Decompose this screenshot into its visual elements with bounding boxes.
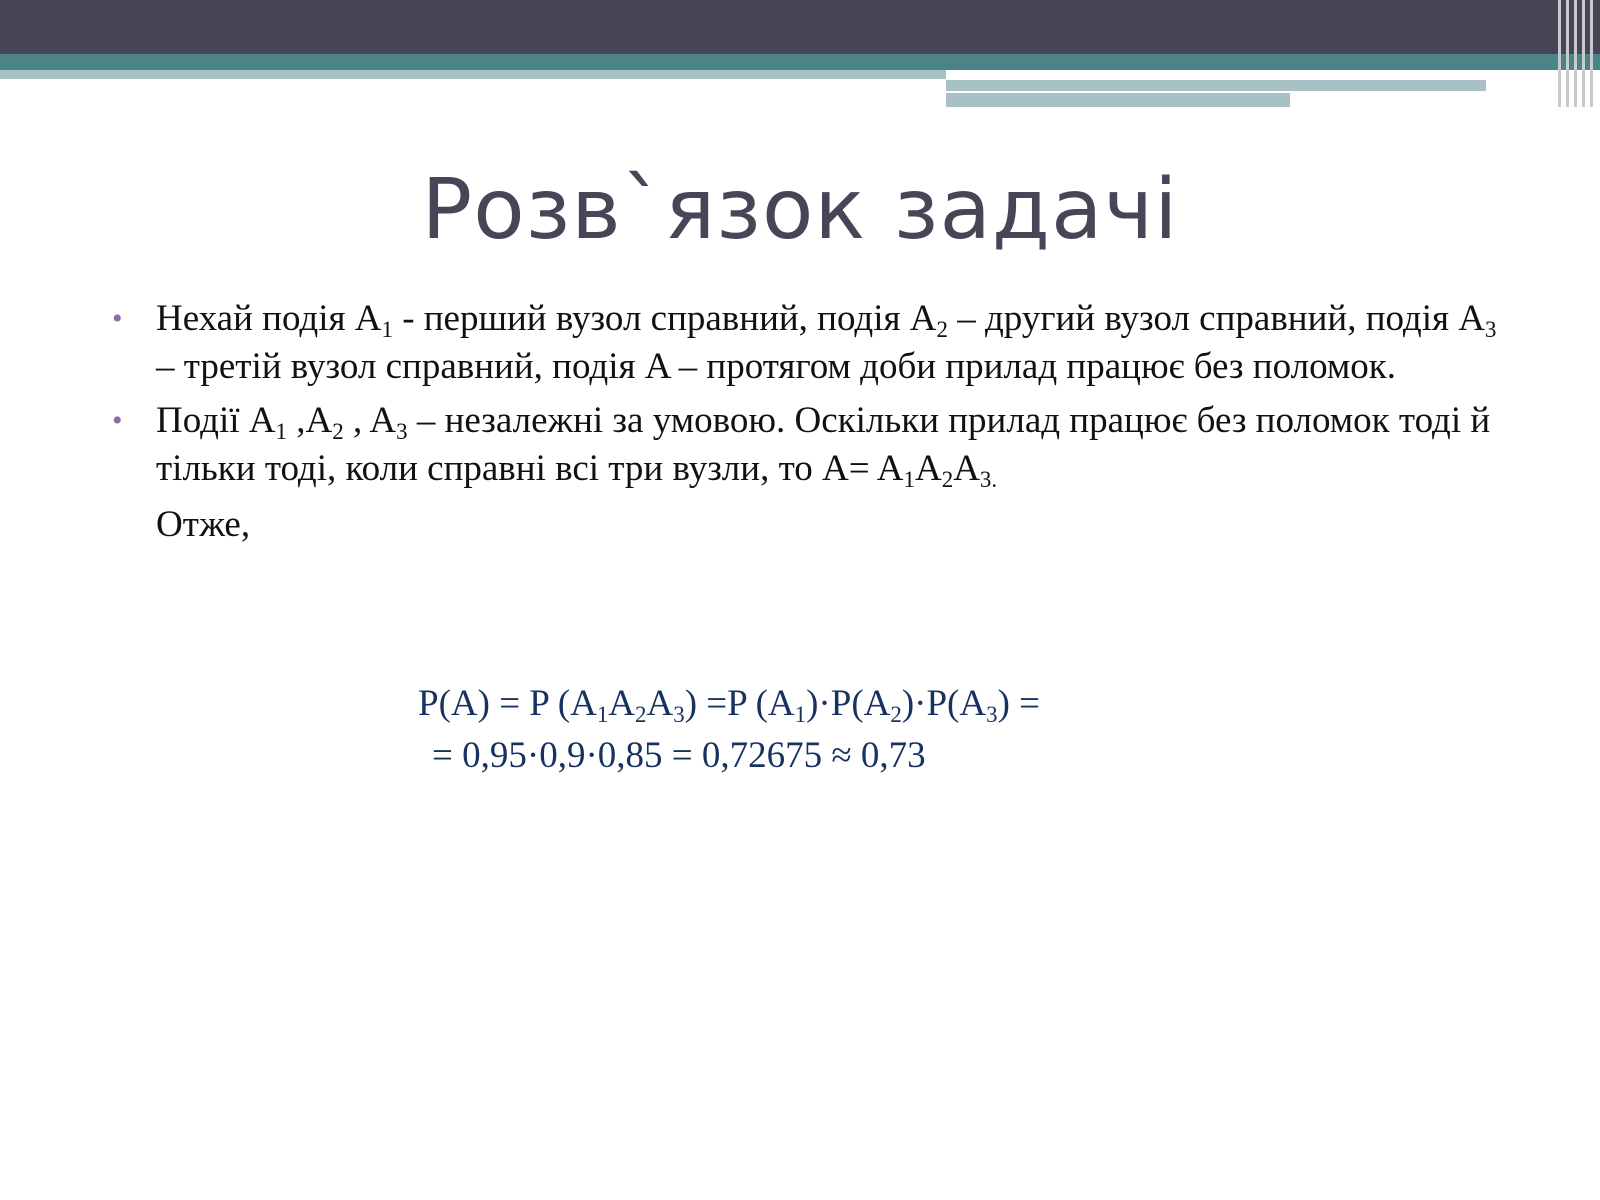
- header-band-light-right-lower: [946, 93, 1290, 107]
- subscript: 3: [673, 701, 685, 727]
- formula-text: ) =: [997, 683, 1041, 724]
- bullet-item-1: [108, 295, 1508, 391]
- formula-text: ) =P (A: [684, 683, 795, 724]
- bullet-list: [108, 295, 1508, 555]
- corner-stripe: [1590, 0, 1593, 107]
- subscript: 2: [936, 316, 948, 342]
- header-band-light-left: [0, 70, 946, 79]
- text: A: [914, 448, 942, 489]
- subscript: 3: [396, 418, 408, 444]
- subscript: 2: [635, 701, 647, 727]
- header-band-light-right: [946, 80, 1486, 91]
- slide-title: Розв`язок задачі: [421, 160, 1179, 258]
- text: – другий вузол справний, подія A: [947, 298, 1486, 339]
- header-band-teal: [0, 54, 1600, 70]
- probability-formula: [418, 678, 1040, 782]
- formula-text: A: [646, 683, 674, 724]
- bullet-icon: •: [112, 404, 123, 437]
- subscript: 1: [903, 466, 915, 492]
- corner-stripe: [1566, 0, 1569, 107]
- corner-stripe: [1574, 0, 1577, 107]
- text: - перший вузол справний, подія A: [392, 298, 937, 339]
- formula-text: )·P(A: [901, 683, 987, 724]
- text: – незалежні за умовою. Оскільки прилад працює без поломок тоді й тільки тоді, коли справні всі три вузли, то A= A: [156, 400, 1491, 489]
- text: ,A: [286, 400, 333, 441]
- subscript: 3.: [979, 466, 998, 492]
- subscript: 2: [332, 418, 344, 444]
- formula-text: )·P(A: [806, 683, 891, 724]
- subscript: 1: [596, 701, 609, 727]
- corner-stripe: [1582, 0, 1585, 107]
- subscript: 1: [381, 316, 393, 342]
- bullet-item-2: [108, 397, 1508, 549]
- header-band-dark: [0, 0, 1600, 54]
- subscript: 1: [275, 418, 287, 444]
- subscript: 2: [941, 466, 954, 492]
- formula-line-1: [418, 678, 1040, 730]
- text: , A: [343, 400, 397, 441]
- text: – третій вузол справний, подія A – протягом доби прилад працює без поломок.: [156, 346, 1397, 387]
- text: A: [953, 448, 980, 489]
- formula-line-2: = 0,95·0,9·0,85 = 0,72675 ≈ 0,73: [432, 735, 926, 776]
- bullet-icon: •: [112, 302, 123, 335]
- formula-text: A: [608, 683, 636, 724]
- subscript: 3: [986, 701, 998, 727]
- corner-stripe: [1558, 0, 1561, 107]
- conclusion-text: Отже,: [156, 504, 251, 545]
- subscript: 1: [794, 701, 807, 727]
- formula-text: P(A) = P (A: [418, 683, 597, 724]
- subscript: 2: [890, 701, 902, 727]
- text: Нехай подія A: [156, 298, 382, 339]
- text: Події A: [156, 400, 276, 441]
- subscript: 3: [1485, 316, 1497, 342]
